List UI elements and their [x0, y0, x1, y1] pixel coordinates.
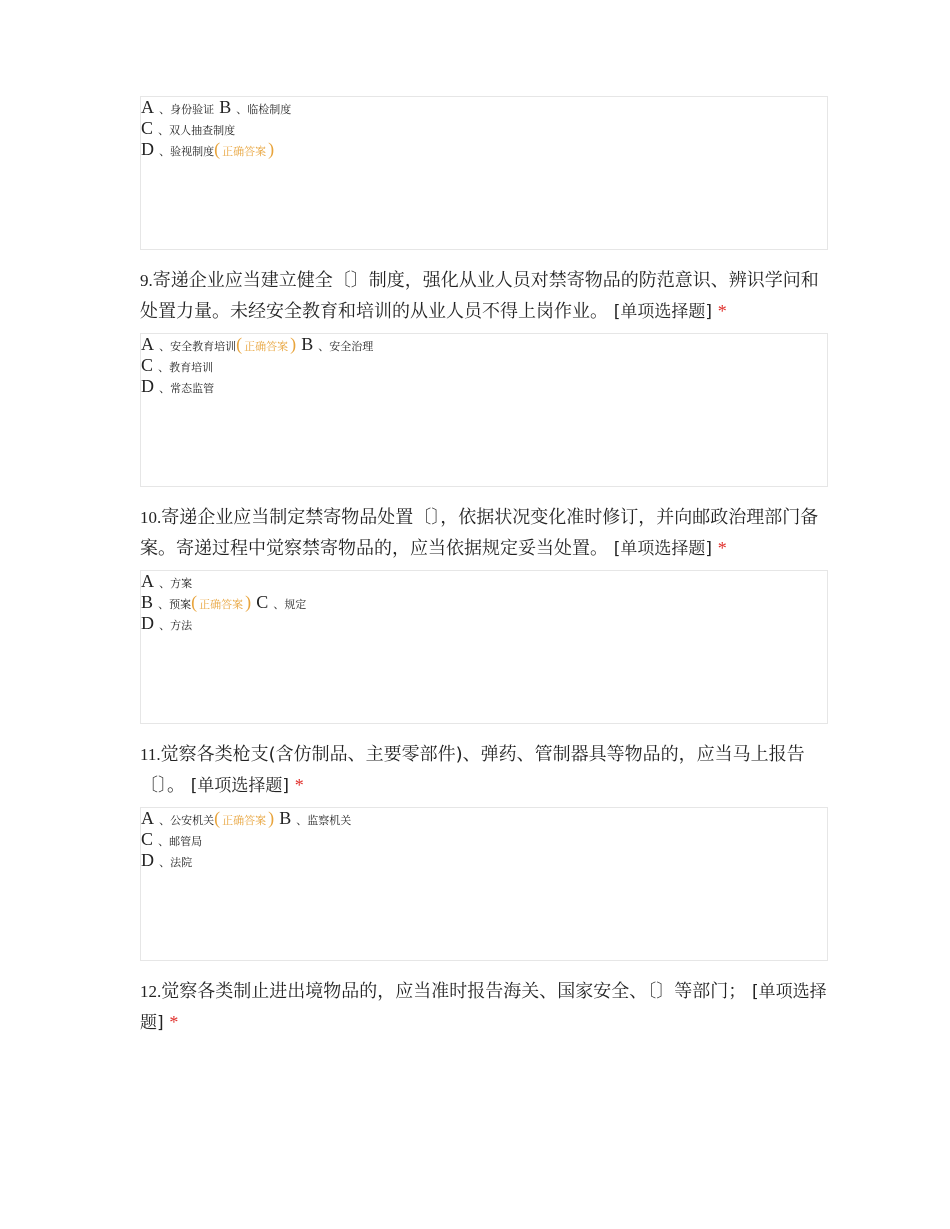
- option-text: 规定: [284, 598, 307, 611]
- option-item[interactable]: [141, 335, 296, 354]
- option-separator: 、: [273, 598, 285, 611]
- option-letter: A: [141, 334, 154, 354]
- option-letter: B: [219, 97, 232, 117]
- option-separator: 、: [159, 619, 171, 632]
- option-line: [141, 850, 827, 871]
- option-item[interactable]: [141, 851, 192, 870]
- required-marker: *: [294, 775, 304, 795]
- option-line: [141, 808, 827, 829]
- required-marker: *: [169, 1012, 179, 1032]
- question-number: 12.: [140, 982, 162, 1001]
- question-body: 觉察各类制止进出境物品的，应当准时报告海关、国家安全、〔〕等部门；: [161, 981, 747, 1002]
- option-letter: D: [141, 139, 154, 159]
- option-letter: C: [141, 355, 154, 375]
- option-item[interactable]: [141, 614, 192, 633]
- option-letter: B: [141, 592, 154, 612]
- option-text: 方法: [170, 619, 193, 632]
- correct-answer-badge: 正确答案: [222, 145, 267, 158]
- paren-open: (: [236, 334, 243, 354]
- option-text: 方案: [170, 577, 193, 590]
- question-text: [140, 503, 828, 564]
- paren-open: (: [214, 139, 221, 159]
- question-body: 寄递企业应当建立健全〔〕制度，强化从业人员对禁寄物品的防范意识、辨识学问和处置力量。未经安全教育和培训的从业人员不得上岗作业。: [140, 270, 819, 322]
- option-line: [141, 334, 827, 355]
- option-separator: 、: [159, 814, 171, 827]
- option-line: [141, 139, 827, 160]
- question-type-tag: [单项选择题]: [613, 539, 712, 559]
- option-letter: B: [279, 808, 292, 828]
- required-marker: *: [717, 301, 727, 321]
- paren-close: ): [268, 808, 275, 828]
- option-line: [141, 613, 827, 634]
- options-box: [140, 570, 828, 724]
- question-type-tag: [单项选择题]: [613, 302, 712, 322]
- option-letter: C: [141, 118, 154, 138]
- option-letter: C: [141, 829, 154, 849]
- option-separator: 、: [159, 340, 171, 353]
- correct-answer-badge: 正确答案: [222, 814, 267, 827]
- option-separator: 、: [159, 382, 171, 395]
- option-text: 监察机关: [307, 814, 352, 827]
- paren-close: ): [268, 139, 275, 159]
- option-letter: A: [141, 97, 154, 117]
- option-line: [141, 829, 827, 850]
- option-item[interactable]: [141, 140, 274, 159]
- option-text: 预案: [169, 598, 192, 611]
- question-text: [140, 266, 828, 327]
- option-item[interactable]: [141, 809, 274, 828]
- option-line: [141, 571, 827, 592]
- question-number: 9.: [140, 271, 153, 290]
- options-box: [140, 96, 828, 250]
- question-body: 寄递企业应当制定禁寄物品处置〔〕，依据状况变化准时修订，并向邮政治理部门备案。寄递过程中觉察禁寄物品的，应当依据规定妥当处置。: [140, 507, 819, 559]
- option-letter: B: [301, 334, 314, 354]
- option-separator: 、: [158, 835, 170, 848]
- option-letter: D: [141, 376, 154, 396]
- option-letter: D: [141, 850, 154, 870]
- question-text: [140, 740, 828, 801]
- option-letter: A: [141, 808, 154, 828]
- option-text: 双人抽查制度: [169, 124, 236, 137]
- option-separator: 、: [159, 145, 171, 158]
- option-separator: 、: [318, 340, 330, 353]
- paren-open: (: [191, 592, 198, 612]
- option-text: 公安机关: [170, 814, 215, 827]
- option-item[interactable]: [256, 593, 306, 612]
- option-separator: 、: [236, 103, 248, 116]
- option-separator: 、: [158, 124, 170, 137]
- option-separator: 、: [159, 103, 171, 116]
- option-item[interactable]: [141, 356, 213, 375]
- question-body: 觉察各类枪支(含仿制品、主要零部件)、弹药、管制器具等物品的，应当马上报告〔〕。: [140, 744, 805, 796]
- option-item[interactable]: [141, 593, 251, 612]
- option-separator: 、: [159, 856, 171, 869]
- question-type-tag: [单项选择题]: [140, 982, 827, 1033]
- question-type-tag: [单项选择题]: [190, 776, 289, 796]
- option-item[interactable]: [141, 572, 192, 591]
- option-item[interactable]: [141, 119, 235, 138]
- question-text: [140, 977, 828, 1038]
- option-text: 邮管局: [169, 835, 203, 848]
- option-item[interactable]: [141, 377, 214, 396]
- option-line: [141, 355, 827, 376]
- option-text: 常态监管: [170, 382, 215, 395]
- option-text: 教育培训: [169, 361, 214, 374]
- option-text: 验视制度: [170, 145, 215, 158]
- option-text: 临检制度: [247, 103, 292, 116]
- options-box: [140, 807, 828, 961]
- required-marker: *: [717, 538, 727, 558]
- option-text: 法院: [170, 856, 193, 869]
- option-letter: C: [256, 592, 269, 612]
- option-item[interactable]: [219, 98, 291, 117]
- question-number: 11.: [140, 745, 161, 764]
- option-letter: D: [141, 613, 154, 633]
- option-text: 身份验证: [170, 103, 215, 116]
- correct-answer-badge: 正确答案: [199, 598, 244, 611]
- option-line: [141, 592, 827, 613]
- option-separator: 、: [158, 598, 170, 611]
- option-letter: A: [141, 571, 154, 591]
- paren-close: ): [245, 592, 252, 612]
- quiz-document: [140, 96, 828, 1044]
- option-separator: 、: [159, 577, 171, 590]
- option-item[interactable]: [279, 809, 351, 828]
- option-line: [141, 97, 827, 118]
- options-box: [140, 333, 828, 487]
- option-text: 安全教育培训: [170, 340, 237, 353]
- option-item[interactable]: [301, 335, 373, 354]
- option-item[interactable]: [141, 830, 202, 849]
- option-item[interactable]: [141, 98, 214, 117]
- paren-close: ): [290, 334, 297, 354]
- correct-answer-badge: 正确答案: [244, 340, 289, 353]
- option-separator: 、: [296, 814, 308, 827]
- paren-open: (: [214, 808, 221, 828]
- option-separator: 、: [158, 361, 170, 374]
- question-number: 10.: [140, 508, 162, 527]
- option-text: 安全治理: [329, 340, 374, 353]
- option-line: [141, 118, 827, 139]
- option-line: [141, 376, 827, 397]
